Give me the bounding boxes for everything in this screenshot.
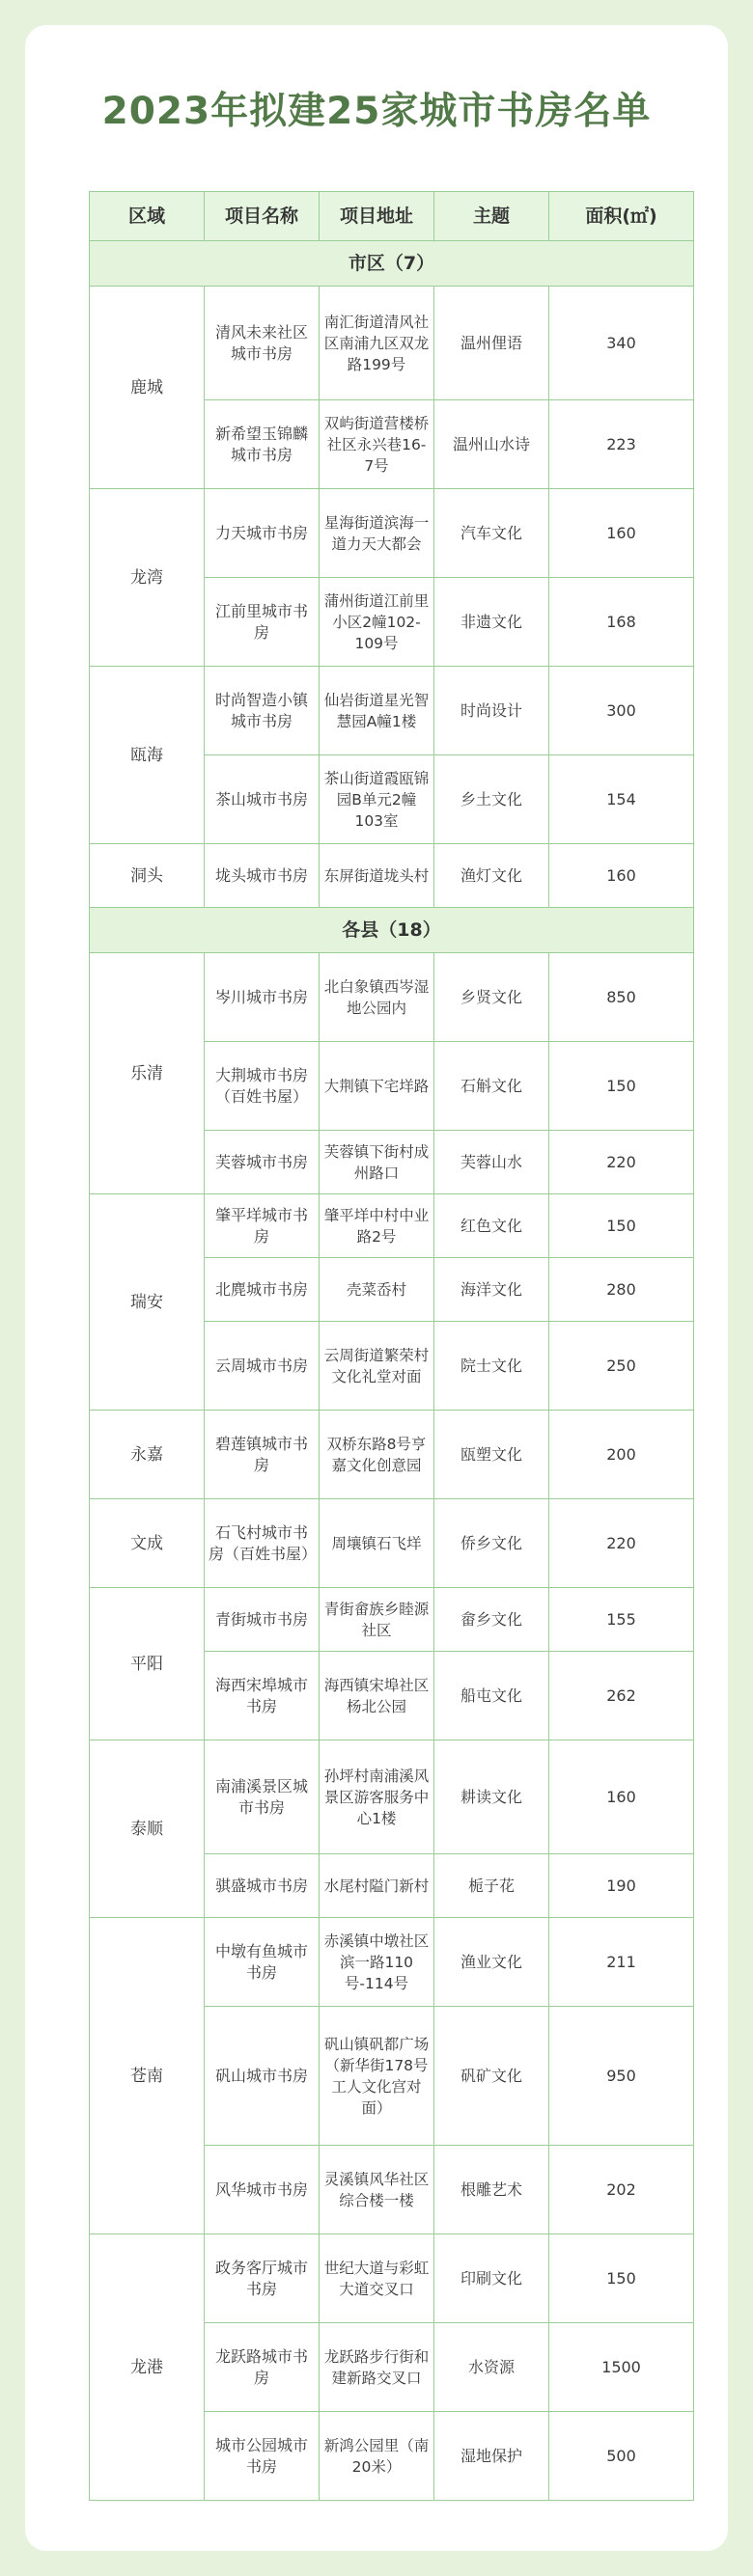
district-cell: 龙湾 — [90, 489, 205, 667]
district-cell: 鹿城 — [90, 287, 205, 489]
project-name-cell: 矾山城市书房 — [205, 2007, 320, 2146]
project-name-cell: 时尚智造小镇城市书房 — [205, 667, 320, 755]
project-address-cell: 大荆镇下宅垟路 — [320, 1042, 434, 1131]
project-address-cell: 赤溪镇中墩社区滨一路110号-114号 — [320, 1918, 434, 2007]
project-name-cell: 南浦溪景区城市书房 — [205, 1740, 320, 1854]
project-address-cell: 周壤镇石飞垟 — [320, 1499, 434, 1588]
table-row — [90, 1194, 694, 1258]
area-cell: 250 — [549, 1322, 694, 1411]
project-address-cell: 世纪大道与彩虹大道交叉口 — [320, 2234, 434, 2323]
section-row — [90, 908, 694, 953]
area-cell: 950 — [549, 2007, 694, 2146]
project-name-cell: 海西宋埠城市书房 — [205, 1652, 320, 1740]
theme-cell: 石斛文化 — [434, 1042, 549, 1131]
project-name-cell: 青街城市书房 — [205, 1588, 320, 1652]
area-cell: 262 — [549, 1652, 694, 1740]
project-name-cell: 碧莲镇城市书房 — [205, 1411, 320, 1499]
project-address-cell: 仙岩街道星光智慧园A幢1楼 — [320, 667, 434, 755]
page-title: 2023年拟建25家城市书房名单 — [101, 90, 652, 133]
district-cell: 泰顺 — [90, 1740, 205, 1918]
table-body — [90, 241, 694, 2501]
theme-cell: 时尚设计 — [434, 667, 549, 755]
project-address-cell: 北白象镇西岑湿地公园内 — [320, 953, 434, 1042]
project-name-cell: 城市公园城市书房 — [205, 2412, 320, 2501]
district-cell: 苍南 — [90, 1918, 205, 2234]
area-cell: 300 — [549, 667, 694, 755]
area-cell: 168 — [549, 578, 694, 667]
project-name-cell: 芙蓉城市书房 — [205, 1131, 320, 1194]
project-name-cell: 风华城市书房 — [205, 2146, 320, 2234]
district-cell: 平阳 — [90, 1588, 205, 1740]
area-cell: 220 — [549, 1131, 694, 1194]
table-row — [90, 667, 694, 755]
theme-cell: 乡土文化 — [434, 755, 549, 844]
theme-cell: 院士文化 — [434, 1322, 549, 1411]
theme-cell: 根雕艺术 — [434, 2146, 549, 2234]
header-theme: 主题 — [434, 192, 549, 241]
table-row — [90, 1588, 694, 1652]
theme-cell: 渔灯文化 — [434, 844, 549, 908]
theme-cell: 汽车文化 — [434, 489, 549, 578]
project-name-cell: 大荆城市书房（百姓书屋） — [205, 1042, 320, 1131]
table-header-row — [90, 192, 694, 241]
project-address-cell: 肇平垟中村中业路2号 — [320, 1194, 434, 1258]
theme-cell: 乡贤文化 — [434, 953, 549, 1042]
project-address-cell: 水尾村隘门新村 — [320, 1854, 434, 1918]
area-cell: 150 — [549, 1042, 694, 1131]
project-name-cell: 石飞村城市书房（百姓书屋） — [205, 1499, 320, 1588]
project-address-cell: 海西镇宋埠社区杨北公园 — [320, 1652, 434, 1740]
district-cell: 文成 — [90, 1499, 205, 1588]
table-row — [90, 1411, 694, 1499]
district-cell: 瓯海 — [90, 667, 205, 844]
project-address-cell: 双桥东路8号亨嘉文化创意园 — [320, 1411, 434, 1499]
project-address-cell: 云周街道繁荣村文化礼堂对面 — [320, 1322, 434, 1411]
project-name-cell: 北麂城市书房 — [205, 1258, 320, 1322]
header-area: 面积(㎡) — [549, 192, 694, 241]
district-cell: 永嘉 — [90, 1411, 205, 1499]
project-name-cell: 垅头城市书房 — [205, 844, 320, 908]
theme-cell: 温州山水诗 — [434, 400, 549, 489]
area-cell: 200 — [549, 1411, 694, 1499]
project-address-cell: 矾山镇矾都广场（新华街178号工人文化宫对面） — [320, 2007, 434, 2146]
theme-cell: 非遗文化 — [434, 578, 549, 667]
area-cell: 190 — [549, 1854, 694, 1918]
project-name-cell: 岑川城市书房 — [205, 953, 320, 1042]
area-cell: 202 — [549, 2146, 694, 2234]
project-name-cell: 茶山城市书房 — [205, 755, 320, 844]
project-address-cell: 龙跃路步行街和建新路交叉口 — [320, 2323, 434, 2412]
section-label: 市区（7） — [90, 241, 694, 287]
section-label: 各县（18） — [90, 908, 694, 953]
project-name-cell: 力天城市书房 — [205, 489, 320, 578]
theme-cell: 栀子花 — [434, 1854, 549, 1918]
poster-card — [25, 25, 728, 2551]
area-cell: 150 — [549, 2234, 694, 2323]
area-cell: 160 — [549, 844, 694, 908]
theme-cell: 湿地保护 — [434, 2412, 549, 2501]
theme-cell: 海洋文化 — [434, 1258, 549, 1322]
table-row — [90, 287, 694, 400]
project-name-cell: 政务客厅城市书房 — [205, 2234, 320, 2323]
area-cell: 280 — [549, 1258, 694, 1322]
theme-cell: 水资源 — [434, 2323, 549, 2412]
theme-cell: 畲乡文化 — [434, 1588, 549, 1652]
district-cell: 龙港 — [90, 2234, 205, 2501]
header-project-name: 项目名称 — [205, 192, 320, 241]
theme-cell: 芙蓉山水 — [434, 1131, 549, 1194]
area-cell: 850 — [549, 953, 694, 1042]
project-address-cell: 双屿街道营楼桥社区永兴巷16-7号 — [320, 400, 434, 489]
theme-cell: 印刷文化 — [434, 2234, 549, 2323]
area-cell: 155 — [549, 1588, 694, 1652]
project-name-cell: 肇平垟城市书房 — [205, 1194, 320, 1258]
project-name-cell: 骐盛城市书房 — [205, 1854, 320, 1918]
area-cell: 500 — [549, 2412, 694, 2501]
theme-cell: 耕读文化 — [434, 1740, 549, 1854]
area-cell: 340 — [549, 287, 694, 400]
header-region: 区域 — [90, 192, 205, 241]
project-address-cell: 东屏街道垅头村 — [320, 844, 434, 908]
section-row — [90, 241, 694, 287]
header-project-address: 项目地址 — [320, 192, 434, 241]
table-row — [90, 844, 694, 908]
project-address-cell: 灵溪镇风华社区综合楼一楼 — [320, 2146, 434, 2234]
area-cell: 160 — [549, 489, 694, 578]
project-address-cell: 蒲州街道江前里小区2幢102-109号 — [320, 578, 434, 667]
district-cell: 瑞安 — [90, 1194, 205, 1411]
area-cell: 211 — [549, 1918, 694, 2007]
project-name-cell: 中墩有鱼城市书房 — [205, 1918, 320, 2007]
theme-cell: 瓯塑文化 — [434, 1411, 549, 1499]
project-address-cell: 青街畲族乡睦源社区 — [320, 1588, 434, 1652]
project-name-cell: 龙跃路城市书房 — [205, 2323, 320, 2412]
district-cell: 洞头 — [90, 844, 205, 908]
area-cell: 220 — [549, 1499, 694, 1588]
theme-cell: 渔业文化 — [434, 1918, 549, 2007]
area-cell: 160 — [549, 1740, 694, 1854]
project-address-cell: 茶山街道霞瓯锦园B单元2幢103室 — [320, 755, 434, 844]
table-row — [90, 1499, 694, 1588]
project-name-cell: 云周城市书房 — [205, 1322, 320, 1411]
table-row — [90, 953, 694, 1042]
project-address-cell: 壳菜岙村 — [320, 1258, 434, 1322]
table-row — [90, 489, 694, 578]
district-cell: 乐清 — [90, 953, 205, 1194]
project-name-cell: 江前里城市书房 — [205, 578, 320, 667]
project-name-cell: 新希望玉锦麟城市书房 — [205, 400, 320, 489]
project-address-cell: 新鸿公园里（南20米） — [320, 2412, 434, 2501]
theme-cell: 侨乡文化 — [434, 1499, 549, 1588]
theme-cell: 温州俚语 — [434, 287, 549, 400]
theme-cell: 红色文化 — [434, 1194, 549, 1258]
area-cell: 154 — [549, 755, 694, 844]
area-cell: 1500 — [549, 2323, 694, 2412]
project-address-cell: 星海街道滨海一道力天大都会 — [320, 489, 434, 578]
bookroom-table — [89, 191, 694, 2501]
project-address-cell: 孙坪村南浦溪风景区游客服务中心1楼 — [320, 1740, 434, 1854]
theme-cell: 矾矿文化 — [434, 2007, 549, 2146]
table-row — [90, 2234, 694, 2323]
table-row — [90, 1740, 694, 1854]
table-row — [90, 1918, 694, 2007]
area-cell: 150 — [549, 1194, 694, 1258]
project-address-cell: 芙蓉镇下街村成州路口 — [320, 1131, 434, 1194]
area-cell: 223 — [549, 400, 694, 489]
theme-cell: 船屯文化 — [434, 1652, 549, 1740]
project-address-cell: 南汇街道清风社区南浦九区双龙路199号 — [320, 287, 434, 400]
project-name-cell: 清风未来社区城市书房 — [205, 287, 320, 400]
